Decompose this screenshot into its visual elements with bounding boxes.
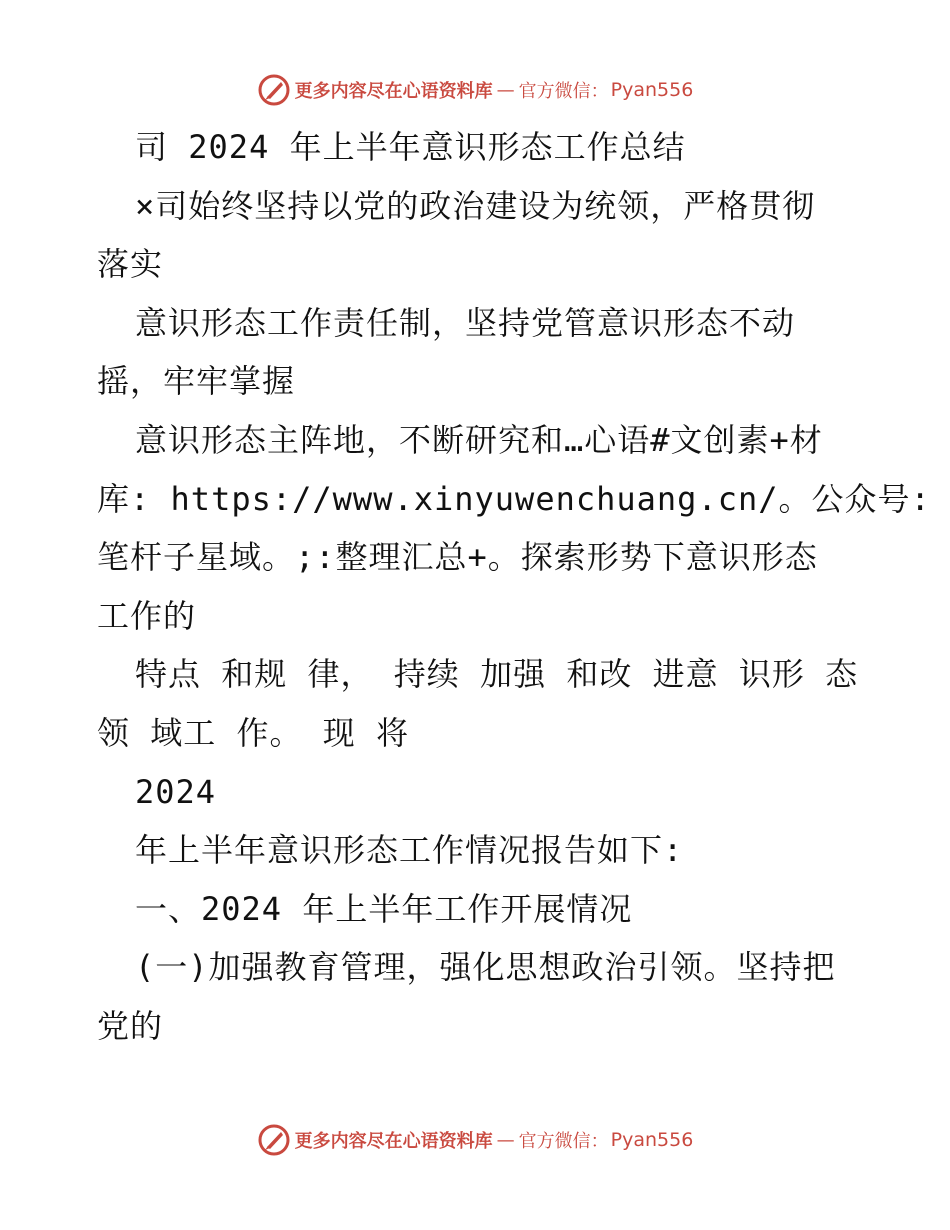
doc-line: 领 域工 作。 现 将 bbox=[97, 713, 410, 752]
watermark-main-text: 更多内容尽在心语资料库 bbox=[294, 1131, 493, 1152]
doc-line: 2024 bbox=[135, 772, 217, 811]
subsection-heading: (一)加强教育管理，强化思想政治引领。坚持把 bbox=[135, 948, 836, 987]
doc-line: 落实 bbox=[97, 245, 164, 284]
doc-line: 笔杆子星域。;:整理汇总+。探索形势下意识形态 bbox=[97, 538, 818, 577]
quill-pen-logo-icon bbox=[257, 1123, 291, 1157]
doc-line: 库: https://www.xinyuwenchuang.cn/。公众号: bbox=[97, 479, 931, 518]
footer-watermark bbox=[0, 1120, 950, 1160]
doc-line: 摇，牢牢掌握 bbox=[97, 362, 296, 401]
watermark-dash: — bbox=[496, 79, 515, 101]
watermark-wechat-id: Pyan556 bbox=[610, 1129, 694, 1151]
watermark-wechat-id: Pyan556 bbox=[610, 79, 694, 101]
doc-line: 意识形态主阵地，不断研究和…心语#文创素+材 bbox=[135, 420, 823, 459]
watermark-official-label: 官方微信： bbox=[518, 1131, 609, 1152]
doc-title-line: 司 2024 年上半年意识形态工作总结 bbox=[135, 128, 686, 166]
doc-line: 工作的 bbox=[97, 596, 197, 635]
doc-line: 年上半年意识形态工作情况报告如下: bbox=[135, 831, 684, 870]
header-watermark bbox=[0, 70, 950, 110]
section-heading: 一、2024 年上半年工作开展情况 bbox=[135, 889, 633, 928]
watermark-main-text: 更多内容尽在心语资料库 bbox=[294, 81, 493, 102]
doc-line: 党的 bbox=[97, 1006, 164, 1045]
doc-line: 特点 和规 律， 持续 加强 和改 进意 识形 态 bbox=[135, 655, 859, 694]
doc-line: 意识形态工作责任制，坚持党管意识形态不动 bbox=[135, 303, 796, 342]
document-body bbox=[97, 118, 931, 1056]
doc-line: ×司始终坚持以党的政治建设为统领，严格贯彻 bbox=[135, 186, 816, 225]
quill-pen-logo-icon bbox=[257, 73, 291, 107]
watermark-dash: — bbox=[496, 1129, 515, 1151]
watermark-official-label: 官方微信： bbox=[518, 81, 609, 102]
